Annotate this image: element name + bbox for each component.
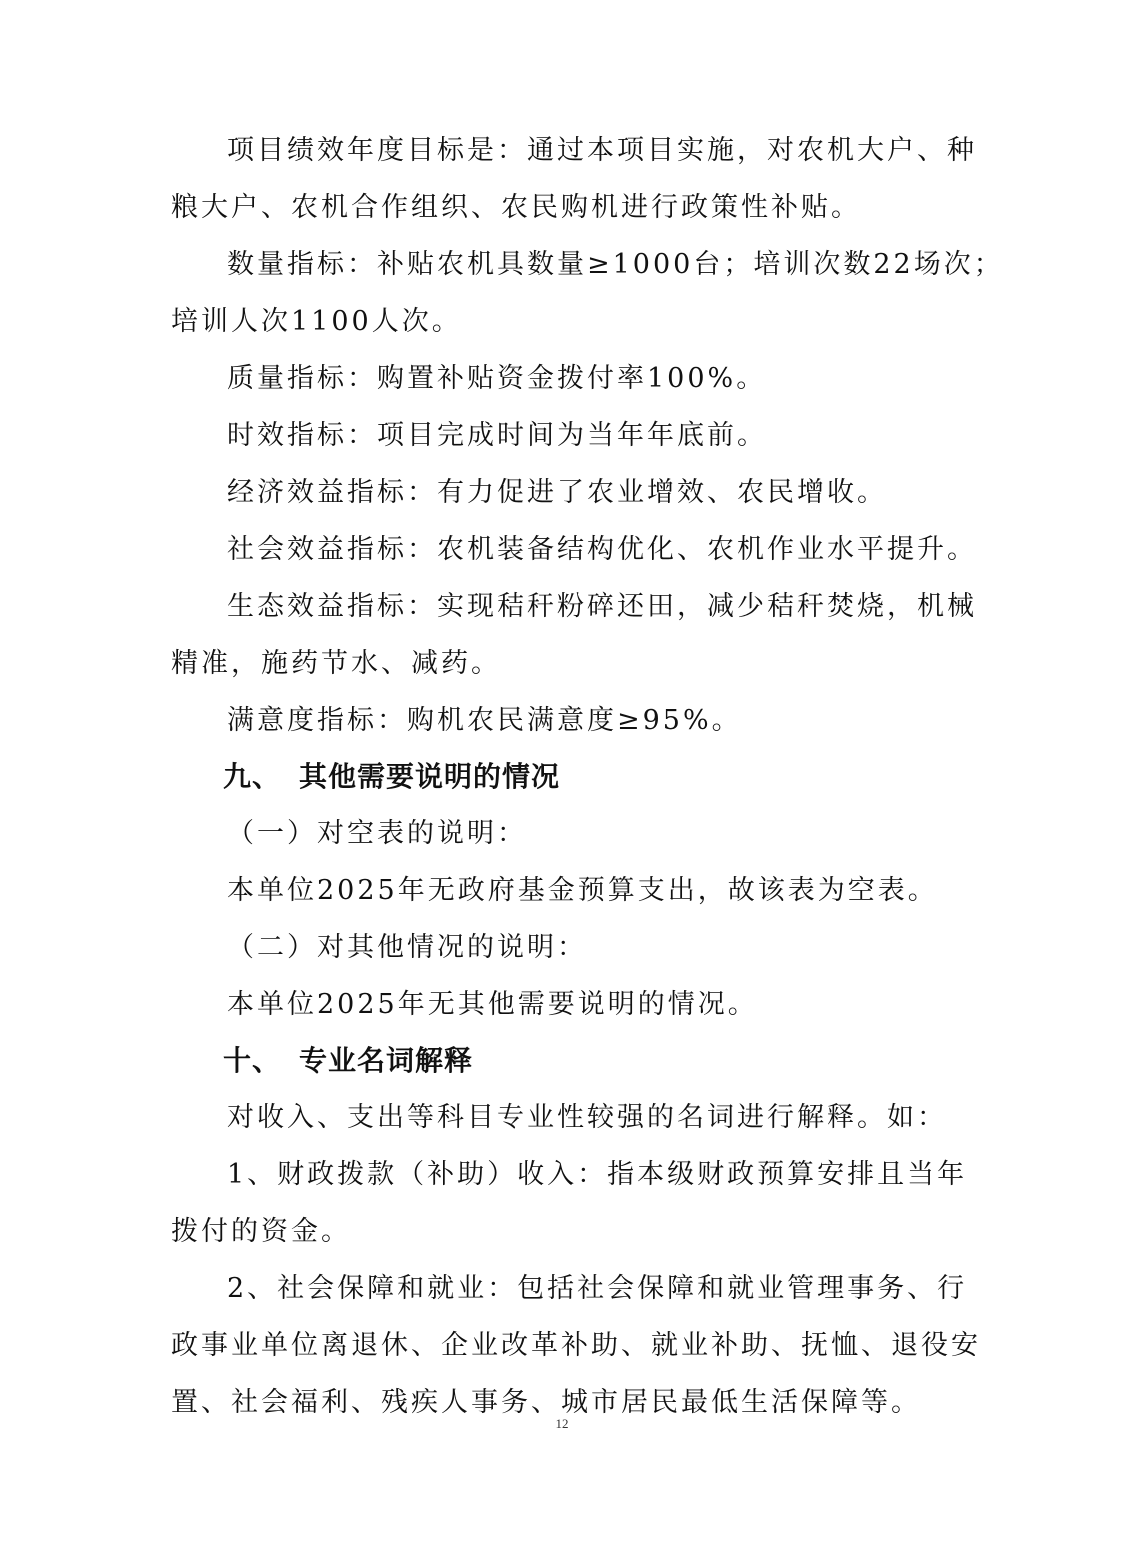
paragraph-line: 社会效益指标：农机装备结构优化、农机作业水平提升。 <box>227 534 977 565</box>
paragraph-line: 本单位2025年无政府基金预算支出，故该表为空表。 <box>227 875 938 906</box>
paragraph-line: 2、社会保障和就业：包括社会保障和就业管理事务、行 <box>227 1273 968 1304</box>
paragraph-line: 对收入、支出等科目专业性较强的名词进行解释。如： <box>227 1102 947 1133</box>
page-number: 12 <box>555 1416 569 1431</box>
paragraph-line: 培训人次1100人次。 <box>171 306 462 337</box>
paragraph-line: 拨付的资金。 <box>171 1216 351 1247</box>
paragraph-line: 数量指标：补贴农机具数量≥1000台；培训次数22场次； <box>227 249 1004 280</box>
section-number: 九、 <box>223 760 282 793</box>
section-title: 其他需要说明的情况 <box>299 760 561 793</box>
section-heading-10 <box>171 1033 951 1089</box>
paragraph-line: 粮大户、农机合作组织、农民购机进行政策性补贴。 <box>171 192 861 223</box>
paragraph-line: 置、社会福利、残疾人事务、城市居民最低生活保障等。 <box>171 1387 921 1418</box>
paragraph-line: 1、财政拨款（补助）收入：指本级财政预算安排且当年 <box>227 1159 968 1190</box>
section-heading-9 <box>171 749 951 805</box>
document-body <box>171 122 1004 1431</box>
paragraph-line: 项目绩效年度目标是：通过本项目实施，对农机大户、种 <box>227 135 977 166</box>
paragraph-line: 时效指标：项目完成时间为当年年底前。 <box>227 420 767 451</box>
paragraph-line: （一）对空表的说明： <box>227 818 527 849</box>
paragraph-line: 政事业单位离退休、企业改革补助、就业补助、抚恤、退役安 <box>171 1330 981 1361</box>
paragraph-line: 满意度指标：购机农民满意度≥95%。 <box>227 705 742 736</box>
paragraph-line: （二）对其他情况的说明： <box>227 932 587 963</box>
section-title: 专业名词解释 <box>299 1044 474 1077</box>
paragraph-line: 生态效益指标：实现秸秆粉碎还田，减少秸秆焚烧，机械 <box>227 591 977 622</box>
paragraph-line: 本单位2025年无其他需要说明的情况。 <box>227 989 758 1020</box>
paragraph-line: 精准，施药节水、减药。 <box>171 648 501 679</box>
section-number: 十、 <box>223 1044 282 1077</box>
paragraph-line: 质量指标：购置补贴资金拨付率100%。 <box>227 363 767 394</box>
paragraph-line: 经济效益指标：有力促进了农业增效、农民增收。 <box>227 477 887 508</box>
